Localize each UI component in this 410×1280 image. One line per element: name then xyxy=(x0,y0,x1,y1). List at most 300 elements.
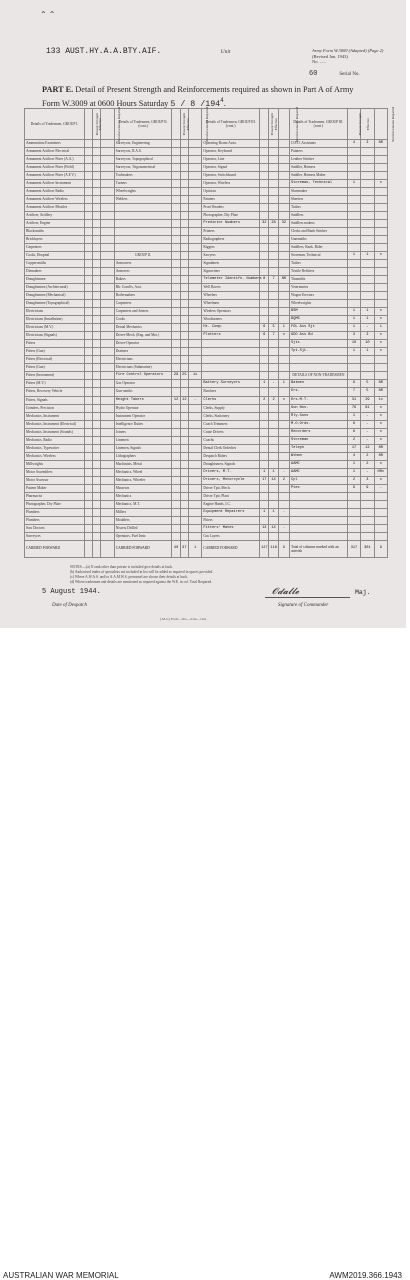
form-ref-no: No. ...... xyxy=(312,59,327,64)
effective-cell xyxy=(180,428,188,436)
trade-name: Riggers xyxy=(202,244,260,252)
effective-cell: 2 xyxy=(361,452,374,460)
present-strength-cell xyxy=(347,492,360,500)
present-strength-cell xyxy=(172,316,180,324)
effective-cell xyxy=(361,292,374,300)
reinforcements-cell xyxy=(101,276,114,284)
present-strength-cell: 32 xyxy=(260,220,269,228)
trade-name: Clerks, Stationery xyxy=(202,412,260,420)
effective-cell xyxy=(180,244,188,252)
reinforcements-cell xyxy=(374,532,387,540)
effective-cell xyxy=(93,292,101,300)
effective-cell xyxy=(93,508,101,516)
effective-cell xyxy=(93,236,101,244)
reinforcements-cell xyxy=(278,140,289,148)
table-row xyxy=(25,260,388,268)
signature-label: Signature of Commander xyxy=(278,603,329,608)
present-strength-cell: 17 xyxy=(260,476,269,484)
effective-cell xyxy=(269,196,278,204)
effective-cell xyxy=(180,284,188,292)
present-strength-cell xyxy=(172,532,180,540)
table-row xyxy=(25,180,388,188)
effective-cell: - xyxy=(269,380,278,388)
present-strength-cell xyxy=(347,156,360,164)
effective-cell xyxy=(93,332,101,340)
reinforcements-cell xyxy=(188,148,201,156)
present-strength-cell xyxy=(84,140,92,148)
effective-cell xyxy=(93,412,101,420)
trade-name: Drs. xyxy=(290,388,348,396)
footer-value xyxy=(101,540,114,557)
reinforcements-cell xyxy=(101,220,114,228)
trade-name: Storeman, Technical xyxy=(290,252,348,260)
trade-name: Textile Refitters xyxy=(290,268,348,276)
present-strength-cell xyxy=(84,532,92,540)
reinforcements-cell xyxy=(374,228,387,236)
reinforcements-cell: - xyxy=(278,468,289,476)
trade-name: Electricians xyxy=(25,308,85,316)
present-strength-cell xyxy=(84,356,92,364)
trade-name: Surveyors, Topographical xyxy=(114,156,172,164)
table-row xyxy=(25,492,388,500)
trade-name: Draughtsmen (Architectural) xyxy=(25,284,85,292)
trade-name: Drainers xyxy=(114,348,172,356)
trade-name: Tailors xyxy=(290,204,348,212)
trade-name: Toolmakers xyxy=(114,172,172,180)
trade-name: Mechanics, Radio xyxy=(25,436,85,444)
trade-name: Plumbers xyxy=(25,508,85,516)
present-strength-cell xyxy=(84,476,92,484)
present-strength-cell xyxy=(172,428,180,436)
trade-name: Diemakers xyxy=(25,268,85,276)
trade-name: Wheelwrights xyxy=(290,300,348,308)
effective-cell: 1 xyxy=(361,252,374,260)
reinforcements-cell xyxy=(101,484,114,492)
reinforcements-cell xyxy=(188,444,201,452)
reinforcements-cell xyxy=(374,212,387,220)
trade-name: Mechanics, Wheel xyxy=(114,468,172,476)
reinforcements-cell xyxy=(188,300,201,308)
present-strength-cell xyxy=(84,524,92,532)
reinforcements-cell xyxy=(101,228,114,236)
table-row xyxy=(25,188,388,196)
reinforcements-cell xyxy=(374,372,387,380)
trade-name: Ptes xyxy=(290,484,348,492)
present-strength-cell xyxy=(172,196,180,204)
trade-name: Gunsmiths xyxy=(290,236,348,244)
effective-cell xyxy=(93,324,101,332)
effective-cell xyxy=(361,156,374,164)
reinforcements-cell: x xyxy=(278,396,289,404)
trade-name: Battery Surveyors xyxy=(202,380,260,388)
trade-name: Mechanics, Instrument (Sounds) xyxy=(25,428,85,436)
trade-name: Gun-smiths xyxy=(114,388,172,396)
present-strength-cell xyxy=(172,476,180,484)
table-row xyxy=(25,508,388,516)
reinforcements-cell xyxy=(101,196,114,204)
present-strength-cell xyxy=(84,460,92,468)
reinforcements-cell xyxy=(101,252,114,260)
trade-name: Shoemaker xyxy=(290,188,348,196)
present-strength-cell: 4 xyxy=(347,452,360,460)
present-strength-cell xyxy=(260,156,269,164)
effective-cell xyxy=(93,396,101,404)
present-strength-cell xyxy=(172,308,180,316)
present-strength-cell xyxy=(260,340,269,348)
present-strength-cell xyxy=(260,316,269,324)
strength-table xyxy=(24,106,395,558)
reinforcements-cell xyxy=(374,148,387,156)
effective-cell xyxy=(180,164,188,172)
effective-cell: 1 xyxy=(269,508,278,516)
effective-cell xyxy=(269,268,278,276)
reinforcements-cell xyxy=(101,452,114,460)
effective-cell xyxy=(93,500,101,508)
present-strength-cell xyxy=(84,388,92,396)
trade-name: Driver Tptr, Plant xyxy=(202,492,260,500)
trade-name: Blacksmiths xyxy=(25,228,85,236)
reinforcements-cell xyxy=(278,268,289,276)
present-strength-cell xyxy=(84,428,92,436)
reinforcements-cell xyxy=(374,156,387,164)
trade-name: Cooks xyxy=(114,316,172,324)
reinforcements-cell xyxy=(374,220,387,228)
reinforcements-cell xyxy=(101,348,114,356)
reinforcements-cell: x xyxy=(374,404,387,412)
present-strength-cell xyxy=(84,252,92,260)
section-heading: DETAILS OF NON-TRADESMEN xyxy=(290,372,348,380)
effective-cell xyxy=(93,452,101,460)
trade-name: Veterinaries xyxy=(290,284,348,292)
trade-name: Armament Artificer Fitter (A.F.V.) xyxy=(25,172,85,180)
effective-cell xyxy=(180,364,188,372)
present-strength-cell: 1 xyxy=(347,460,360,468)
reinforcements-cell xyxy=(278,156,289,164)
present-strength-cell xyxy=(172,148,180,156)
reinforcements-cell xyxy=(374,236,387,244)
present-strength-cell xyxy=(347,532,360,540)
reinforcements-cell xyxy=(188,260,201,268)
footer-value: 1 xyxy=(188,540,201,557)
reinforcements-cell xyxy=(188,380,201,388)
present-strength-cell: 1 xyxy=(260,468,269,476)
trade-name: Clerks and Rank Stitcher xyxy=(290,228,348,236)
present-strength-cell xyxy=(260,196,269,204)
table-row xyxy=(25,372,388,380)
reinforcements-cell xyxy=(188,204,201,212)
table-row xyxy=(25,156,388,164)
effective-cell xyxy=(269,156,278,164)
trade-name: BQMS xyxy=(290,316,348,324)
reinforcements-cell xyxy=(278,164,289,172)
trade-name: Ammunition Examiners xyxy=(25,140,85,148)
table-row xyxy=(25,436,388,444)
effective-cell xyxy=(269,292,278,300)
effective-cell xyxy=(361,148,374,156)
reinforcements-cell xyxy=(188,436,201,444)
present-strength-cell xyxy=(260,308,269,316)
effective-cell xyxy=(361,260,374,268)
notes-block xyxy=(70,565,370,585)
reinforcements-cell xyxy=(278,228,289,236)
effective-cell: 3 xyxy=(361,332,374,340)
present-strength-cell xyxy=(347,212,360,220)
trade-name: Millers xyxy=(114,508,172,516)
table-row xyxy=(25,284,388,292)
reinforcements-cell xyxy=(278,284,289,292)
reinforcements-cell: - xyxy=(188,396,201,404)
trade-name: Butchers xyxy=(202,388,260,396)
col-effective-4: Effective xyxy=(361,109,374,140)
reinforcements-cell: x xyxy=(374,476,387,484)
effective-cell xyxy=(93,268,101,276)
footer-label: Total of columns marked with an asterisk xyxy=(290,540,348,557)
effective-cell xyxy=(269,428,278,436)
reinforcements-cell: NR xyxy=(374,140,387,148)
present-strength-cell xyxy=(172,260,180,268)
reinforcements-cell xyxy=(188,156,201,164)
trade-name: Batmen xyxy=(290,380,348,388)
effective-cell xyxy=(269,404,278,412)
effective-cell xyxy=(269,260,278,268)
present-strength-cell xyxy=(347,276,360,284)
trade-name: Operator, Wireless xyxy=(202,180,260,188)
present-strength-cell xyxy=(172,516,180,524)
reinforcements-cell xyxy=(278,484,289,492)
reinforcements-cell xyxy=(278,204,289,212)
table-row xyxy=(25,300,388,308)
effective-cell xyxy=(269,364,278,372)
note-line: (d) Where tradesmen and details are mentioned as required against the W.E. in col. Total Required. xyxy=(70,580,213,584)
trade-name: Driver-Mech. (Eng. and Mot.) xyxy=(114,332,172,340)
reinforcements-cell xyxy=(101,492,114,500)
present-strength-cell xyxy=(260,412,269,420)
despatch-date-handwritten: 5 August 1944. xyxy=(42,588,101,596)
reinforcements-cell xyxy=(101,140,114,148)
reinforcements-cell xyxy=(101,428,114,436)
reinforcements-cell xyxy=(188,452,201,460)
effective-cell xyxy=(269,420,278,428)
trade-name: Welders xyxy=(114,196,172,204)
reinforcements-cell xyxy=(374,276,387,284)
trade-name: Draughtsmen (Topographical) xyxy=(25,300,85,308)
table-row xyxy=(25,484,388,492)
present-strength-cell xyxy=(260,484,269,492)
reinforcements-cell xyxy=(101,156,114,164)
present-strength-cell xyxy=(172,324,180,332)
trade-name: Storeman, Technical xyxy=(290,180,348,188)
present-strength-cell xyxy=(347,164,360,172)
present-strength-cell xyxy=(172,356,180,364)
effective-cell xyxy=(93,484,101,492)
table-row xyxy=(25,236,388,244)
trade-name xyxy=(290,532,348,540)
present-strength-cell: 2 xyxy=(347,436,360,444)
printer-line: (.M.G) Form—OG—2/44—11m. xyxy=(160,617,207,621)
present-strength-cell xyxy=(347,148,360,156)
present-strength-cell xyxy=(260,268,269,276)
present-strength-cell xyxy=(84,492,92,500)
trade-name: Storeman xyxy=(290,436,348,444)
trade-name: Electricians (M.V.) xyxy=(25,324,85,332)
present-strength-cell: 1 xyxy=(347,324,360,332)
present-strength-cell xyxy=(260,532,269,540)
present-strength-cell xyxy=(347,196,360,204)
reinforcements-cell xyxy=(374,284,387,292)
trade-name: Draughtsmen, Signals xyxy=(202,460,260,468)
effective-cell: 14 xyxy=(269,476,278,484)
trade-name xyxy=(114,244,172,252)
present-strength-cell xyxy=(347,204,360,212)
reinforcements-cell xyxy=(278,492,289,500)
table-row xyxy=(25,356,388,364)
note-line: (c) Where A.W.A.S. and/or A.A.M.W.S. personnel are shown their details at back. xyxy=(70,575,188,579)
present-strength-cell xyxy=(84,196,92,204)
reinforcements-cell xyxy=(188,244,201,252)
reinforcements-cell xyxy=(101,292,114,300)
table-row xyxy=(25,412,388,420)
trade-name: Surveyors, Engineering xyxy=(114,140,172,148)
effective-cell xyxy=(180,516,188,524)
effective-cell: 12 xyxy=(180,396,188,404)
trade-name: Sjts xyxy=(290,340,348,348)
present-strength-cell xyxy=(172,348,180,356)
effective-cell xyxy=(180,452,188,460)
reinforcements-cell xyxy=(278,348,289,356)
trade-name: Saddler, Harness xyxy=(290,164,348,172)
title-date-handwritten: 5 / 8 /194 xyxy=(170,99,221,109)
present-strength-cell xyxy=(172,412,180,420)
effective-cell xyxy=(361,164,374,172)
trade-name xyxy=(114,220,172,228)
effective-cell xyxy=(269,212,278,220)
reinforcements-cell: x xyxy=(374,420,387,428)
rank-handwritten: Maj. xyxy=(355,589,371,596)
unit-handwritten: 133 AUST.HY.A.A.BTY.AIF. xyxy=(46,47,162,56)
trade-name: Coachs xyxy=(202,436,260,444)
reinforcements-cell xyxy=(101,260,114,268)
trade-name: Fitters (Gun) xyxy=(25,364,85,372)
reinforcements-cell: 1 xyxy=(278,324,289,332)
reinforcements-cell xyxy=(278,388,289,396)
reinforcements-cell xyxy=(188,476,201,484)
trade-name: Radiographers xyxy=(202,236,260,244)
table-row xyxy=(25,332,388,340)
trade-name: Lithographers xyxy=(114,452,172,460)
trade-name: Turners xyxy=(114,180,172,188)
effective-cell xyxy=(180,492,188,500)
present-strength-cell xyxy=(172,292,180,300)
trade-name: Operator, Signal xyxy=(202,164,260,172)
reinforcements-cell: x xyxy=(374,316,387,324)
effective-cell: 1 xyxy=(361,348,374,356)
effective-cell xyxy=(361,180,374,188)
effective-cell xyxy=(93,244,101,252)
col-effective-2: Effective xyxy=(180,109,188,140)
trade-name: Signwriters xyxy=(202,268,260,276)
trade-name: BSM xyxy=(290,308,348,316)
reinforcements-cell: 1 xyxy=(278,380,289,388)
trade-name: Joiners xyxy=(114,428,172,436)
present-strength-cell xyxy=(172,252,180,260)
present-strength-cell xyxy=(172,276,180,284)
reinforcements-cell xyxy=(374,292,387,300)
reinforcements-cell xyxy=(101,340,114,348)
trade-name: Fitters, Recovery Vehicle xyxy=(25,388,85,396)
reinforcements-cell: - xyxy=(278,524,289,532)
present-strength-cell xyxy=(172,508,180,516)
effective-cell: 7 xyxy=(269,332,278,340)
trade-name: Intelligence Duties xyxy=(114,420,172,428)
present-strength-cell xyxy=(84,244,92,252)
present-strength-cell xyxy=(84,308,92,316)
effective-cell xyxy=(269,532,278,540)
trade-name: Teleph xyxy=(290,444,348,452)
trade-name: Leather Stitcher xyxy=(290,156,348,164)
footer-label: CARRIED FORWARD xyxy=(114,540,172,557)
col-effective-3: Effective xyxy=(269,109,278,140)
reinforcements-cell xyxy=(278,460,289,468)
trade-name xyxy=(202,348,260,356)
effective-cell xyxy=(361,204,374,212)
present-strength-cell xyxy=(347,244,360,252)
effective-cell: - xyxy=(361,436,374,444)
present-strength-cell xyxy=(172,460,180,468)
trade-name: Tailors xyxy=(290,260,348,268)
effective-cell xyxy=(93,524,101,532)
effective-cell: 10 xyxy=(361,340,374,348)
effective-cell xyxy=(269,252,278,260)
reinforcements-cell: x xyxy=(374,252,387,260)
reinforcements-cell xyxy=(278,412,289,420)
reinforcements-cell xyxy=(374,300,387,308)
trade-name: Mechanics, Instrument xyxy=(25,412,85,420)
present-strength-cell xyxy=(84,324,92,332)
present-strength-cell xyxy=(347,228,360,236)
reinforcements-cell: x xyxy=(374,412,387,420)
trade-name: Wireless Operators xyxy=(202,308,260,316)
trade-name: Gun Nos. xyxy=(290,404,348,412)
present-strength-cell xyxy=(347,500,360,508)
trade-name: Motor Assessor xyxy=(25,476,85,484)
reinforcements-cell xyxy=(101,460,114,468)
effective-cell xyxy=(180,388,188,396)
effective-cell xyxy=(180,324,188,332)
reinforcements-cell xyxy=(188,500,201,508)
table-row xyxy=(25,468,388,476)
effective-cell: 9 xyxy=(361,484,374,492)
effective-cell xyxy=(93,340,101,348)
table-row xyxy=(25,252,388,260)
present-strength-cell xyxy=(84,412,92,420)
table-row xyxy=(25,220,388,228)
trade-name: Saddlers makers xyxy=(290,220,348,228)
reinforcements-cell: NR xyxy=(374,380,387,388)
reinforcements-cell xyxy=(278,308,289,316)
reinforcements-cell xyxy=(188,524,201,532)
effective-cell: 1 xyxy=(361,316,374,324)
effective-cell xyxy=(180,380,188,388)
reinforcements-cell xyxy=(101,164,114,172)
present-strength-cell xyxy=(84,204,92,212)
reinforcements-cell xyxy=(188,228,201,236)
present-strength-cell xyxy=(172,444,180,452)
present-strength-cell: 6 xyxy=(347,420,360,428)
present-strength-cell: 1 xyxy=(347,412,360,420)
present-strength-cell xyxy=(260,292,269,300)
table-row xyxy=(25,268,388,276)
effective-cell xyxy=(180,356,188,364)
